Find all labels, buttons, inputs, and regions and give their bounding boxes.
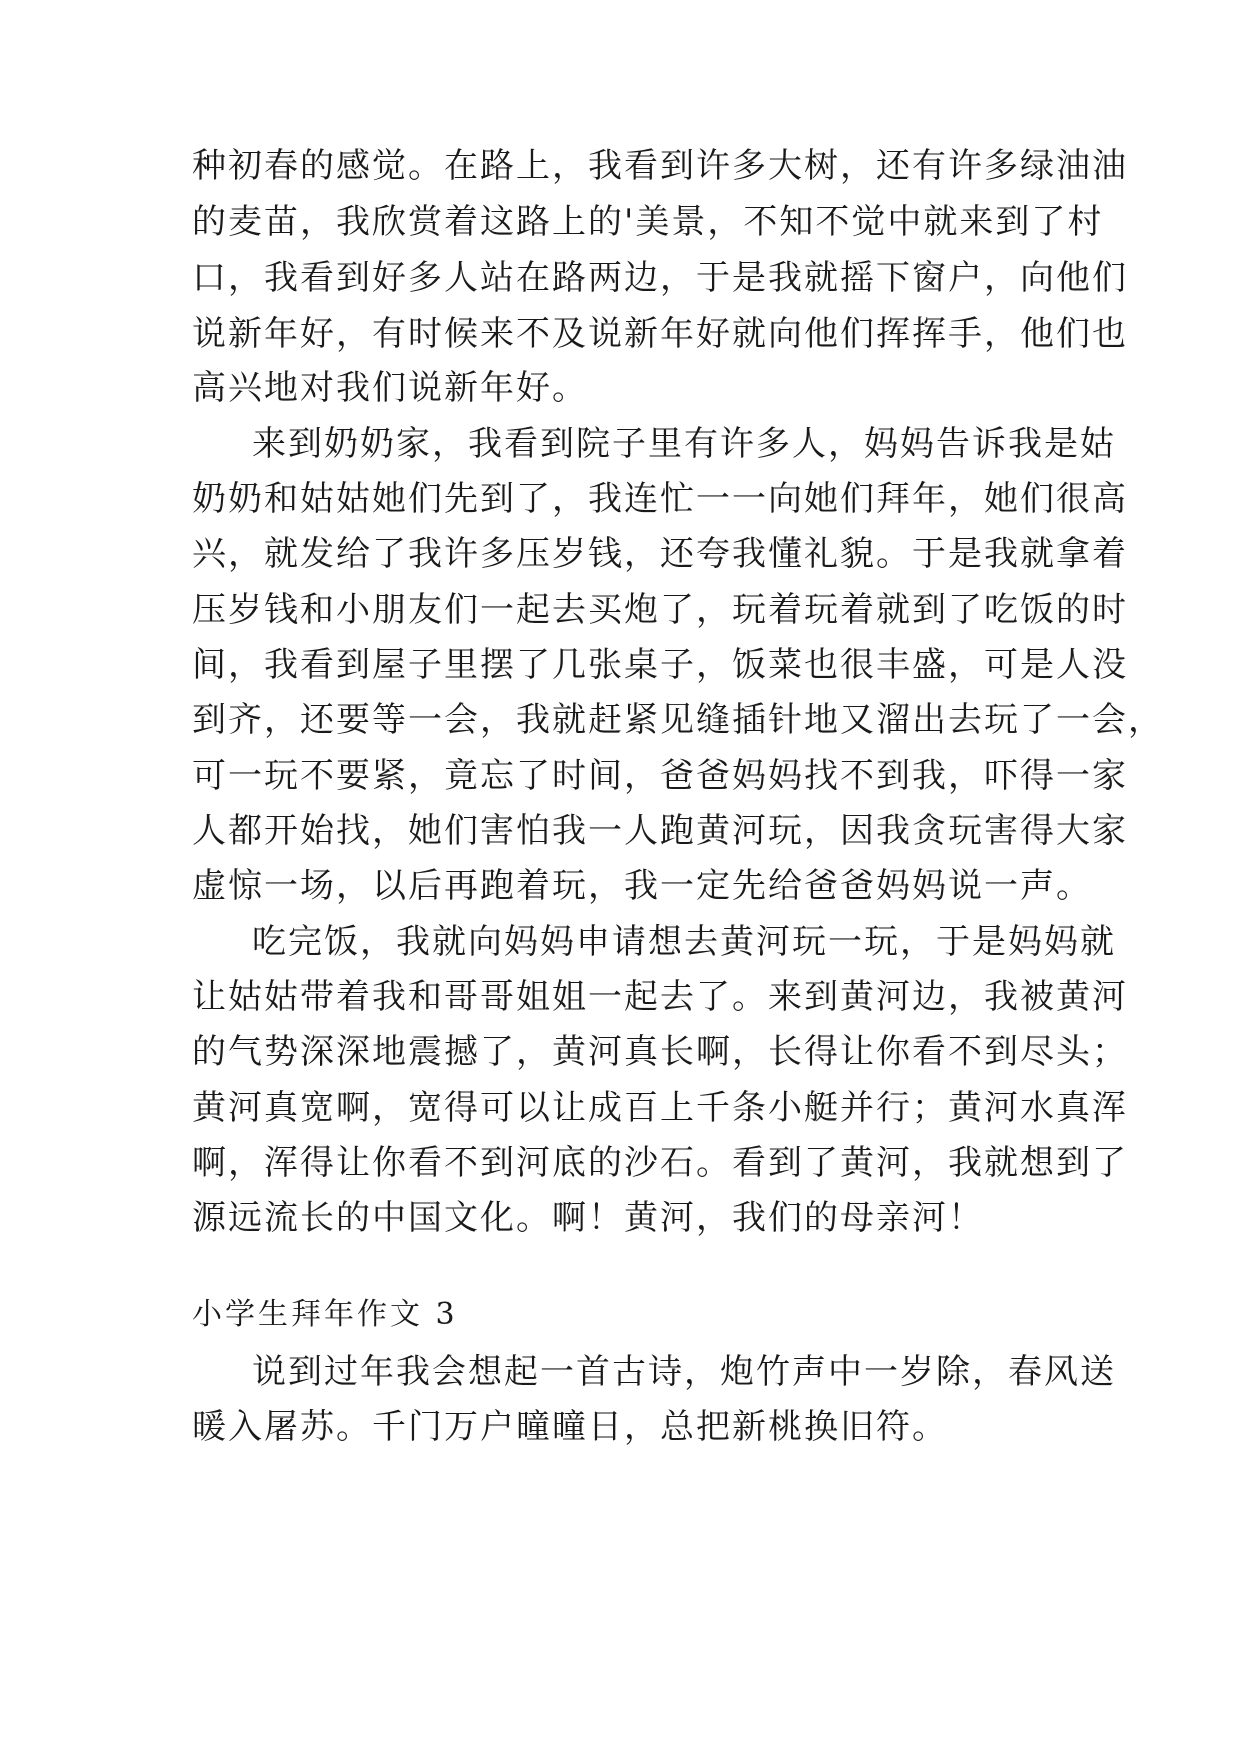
text-line: 让姑姑带着我和哥哥姐姐一起去了。来到黄河边，我被黄河: [192, 977, 1128, 1017]
section-title: 小学生拜年作文 3: [192, 1297, 458, 1332]
paragraph-first-line: 吃完饭，我就向妈妈申请想去黄河玩一玩，于是妈妈就: [252, 922, 1116, 962]
text-line: 到齐，还要等一会，我就赶紧见缝插针地又溜出去玩了一会，: [192, 700, 1164, 740]
text-line: 的麦苗，我欣赏着这路上的'美景，不知不觉中就来到了村: [192, 202, 1104, 242]
text-line: 种初春的感觉。在路上，我看到许多大树，还有许多绿油油: [192, 146, 1128, 186]
text-line: 说新年好，有时候来不及说新年好就向他们挥挥手，他们也: [192, 314, 1128, 354]
text-line: 源远流长的中国文化。啊！黄河，我们的母亲河！: [192, 1198, 984, 1238]
text-line: 奶奶和姑姑她们先到了，我连忙一一向她们拜年，她们很高: [192, 479, 1128, 519]
text-line: 兴，就发给了我许多压岁钱，还夸我懂礼貌。于是我就拿着: [192, 534, 1128, 574]
text-line: 暖入屠苏。千门万户曈曈日，总把新桃换旧符。: [192, 1407, 948, 1447]
text-line: 间，我看到屋子里摆了几张桌子，饭菜也很丰盛，可是人没: [192, 645, 1128, 685]
paragraph-first-line: 来到奶奶家，我看到院子里有许多人，妈妈告诉我是姑: [252, 424, 1116, 464]
paragraph-first-line: 说到过年我会想起一首古诗，炮竹声中一岁除，春风送: [252, 1352, 1116, 1392]
text-line: 口，我看到好多人站在路两边，于是我就摇下窗户，向他们: [192, 258, 1128, 298]
text-line: 人都开始找，她们害怕我一人跑黄河玩，因我贪玩害得大家: [192, 811, 1128, 851]
text-line: 黄河真宽啊，宽得可以让成百上千条小艇并行；黄河水真浑: [192, 1088, 1128, 1128]
text-line: 高兴地对我们说新年好。: [192, 368, 588, 408]
text-line: 啊，浑得让你看不到河底的沙石。看到了黄河，我就想到了: [192, 1143, 1128, 1183]
text-line: 可一玩不要紧，竟忘了时间，爸爸妈妈找不到我，吓得一家: [192, 756, 1128, 796]
text-line: 的气势深深地震撼了，黄河真长啊，长得让你看不到尽头；: [192, 1032, 1128, 1072]
text-line: 压岁钱和小朋友们一起去买炮了，玩着玩着就到了吃饭的时: [192, 590, 1128, 630]
text-line: 虚惊一场，以后再跑着玩，我一定先给爸爸妈妈说一声。: [192, 866, 1092, 906]
